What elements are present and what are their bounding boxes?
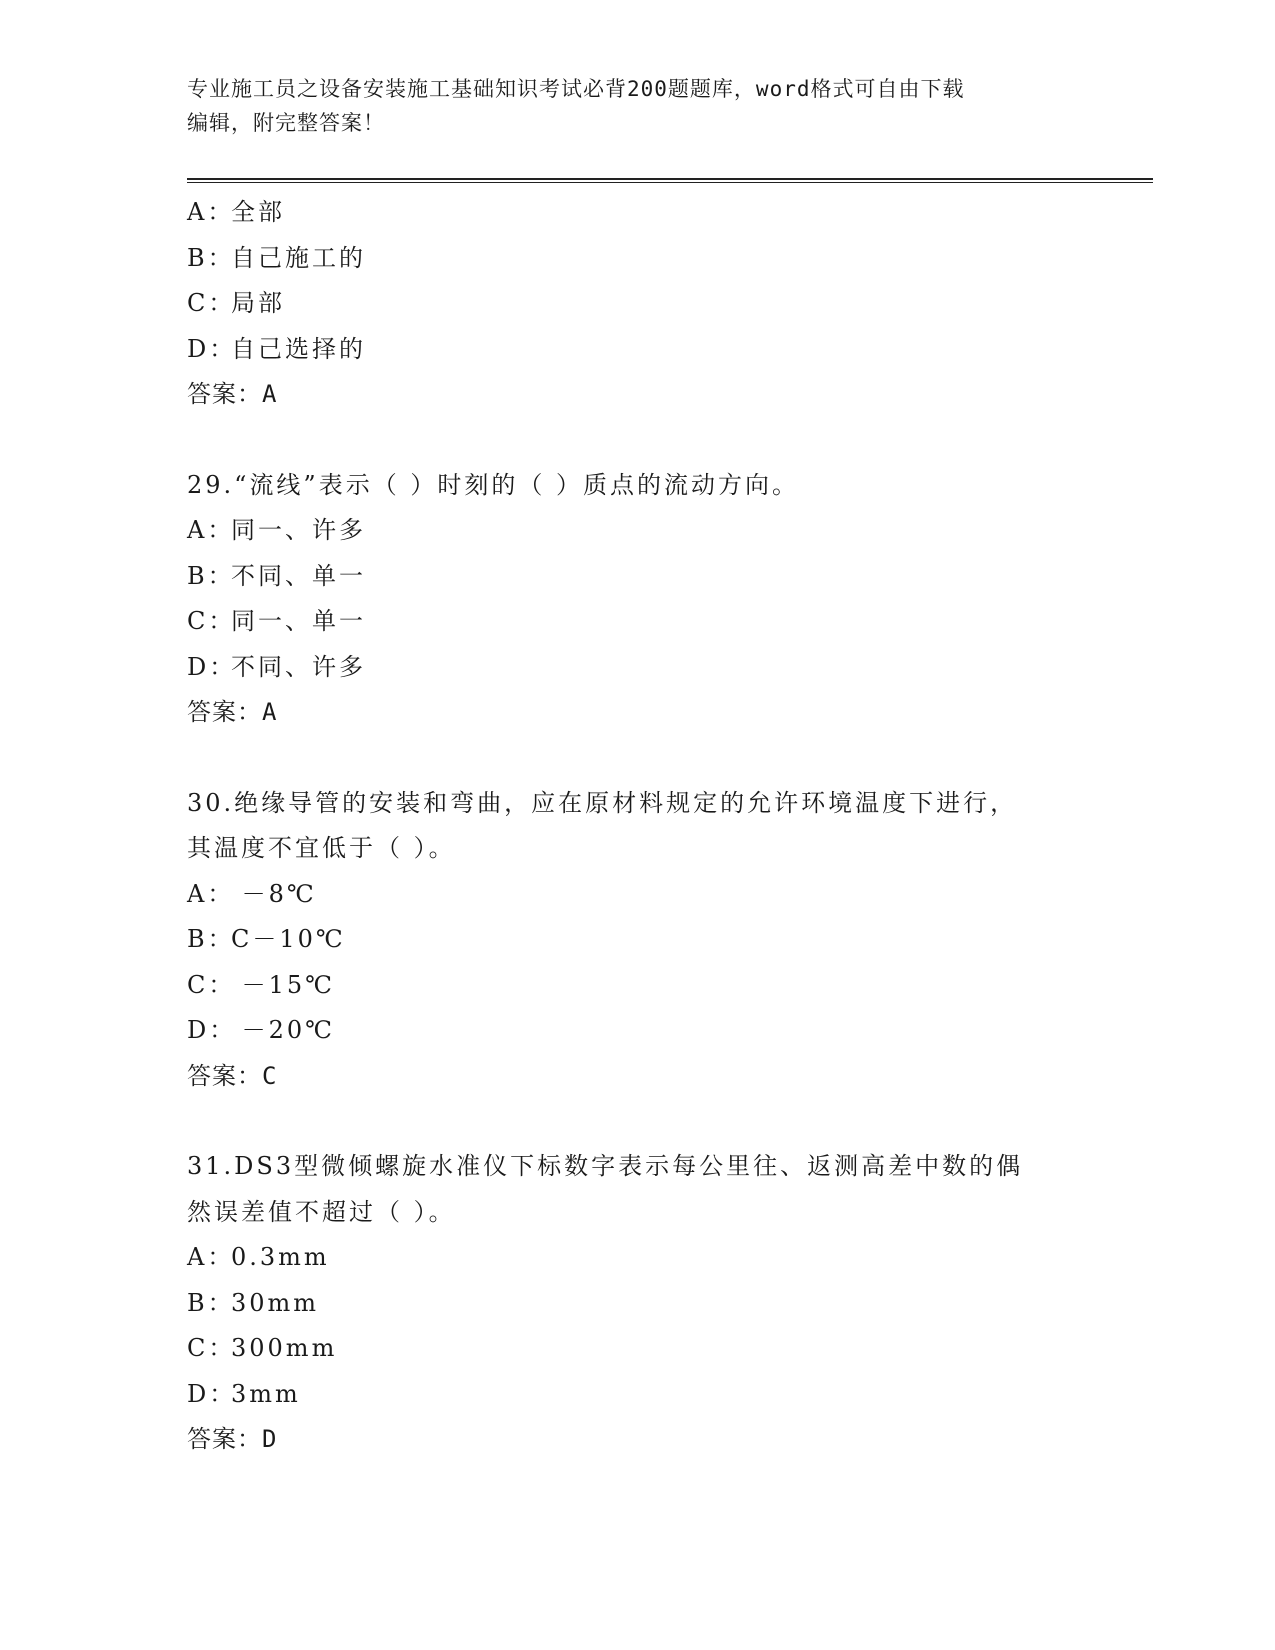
header-title-line-2: 编辑，附完整答案！	[187, 111, 385, 135]
option-c: C： －15℃	[187, 970, 336, 999]
document-header	[187, 72, 1067, 140]
question-30	[187, 781, 1087, 1100]
option-b: B：30mm	[187, 1288, 320, 1317]
option-a: A：全部	[187, 198, 285, 226]
question-text-continued: 然误差值不超过（ ）。	[187, 1197, 456, 1226]
answer-line: 答案：A	[187, 380, 278, 408]
option-a: A：同一、许多	[187, 516, 366, 544]
question-list	[187, 190, 1087, 1463]
answer-line: 答案：A	[187, 698, 278, 726]
option-b: B：自己施工的	[187, 243, 366, 272]
answer-line: 答案：D	[187, 1425, 278, 1453]
option-b: B：不同、单一	[187, 561, 366, 590]
question-text: 29.“流线”表示（ ）时刻的（ ）质点的流动方向。	[187, 470, 799, 499]
question-text: 31.DS3型微倾螺旋水准仪下标数字表示每公里往、返测高差中数的偶	[187, 1152, 1024, 1180]
option-d: D：自己选择的	[187, 334, 366, 363]
header-divider-thick	[187, 178, 1153, 180]
question-31	[187, 1144, 1087, 1463]
option-c: C：局部	[187, 289, 285, 317]
option-d: D：3mm	[187, 1379, 301, 1408]
option-b: B：C－10℃	[187, 925, 346, 953]
question-text: 30.绝缘导管的安装和弯曲，应在原材料规定的允许环境温度下进行，	[187, 788, 1018, 817]
question-text-continued: 其温度不宜低于（ ）。	[187, 834, 456, 862]
option-a: A： －8℃	[187, 879, 317, 908]
option-a: A：0.3mm	[187, 1243, 330, 1271]
answer-line: 答案：C	[187, 1061, 278, 1090]
option-d: D： －20℃	[187, 1016, 336, 1044]
option-c: C：同一、单一	[187, 607, 366, 635]
header-divider-thin	[187, 182, 1153, 183]
option-c: C：300mm	[187, 1334, 338, 1362]
question-28	[187, 190, 1087, 418]
question-29	[187, 463, 1087, 736]
option-d: D：不同、许多	[187, 652, 366, 681]
header-title-line-1: 专业施工员之设备安装施工基础知识考试必背200题题库，word格式可自由下载	[187, 77, 965, 101]
